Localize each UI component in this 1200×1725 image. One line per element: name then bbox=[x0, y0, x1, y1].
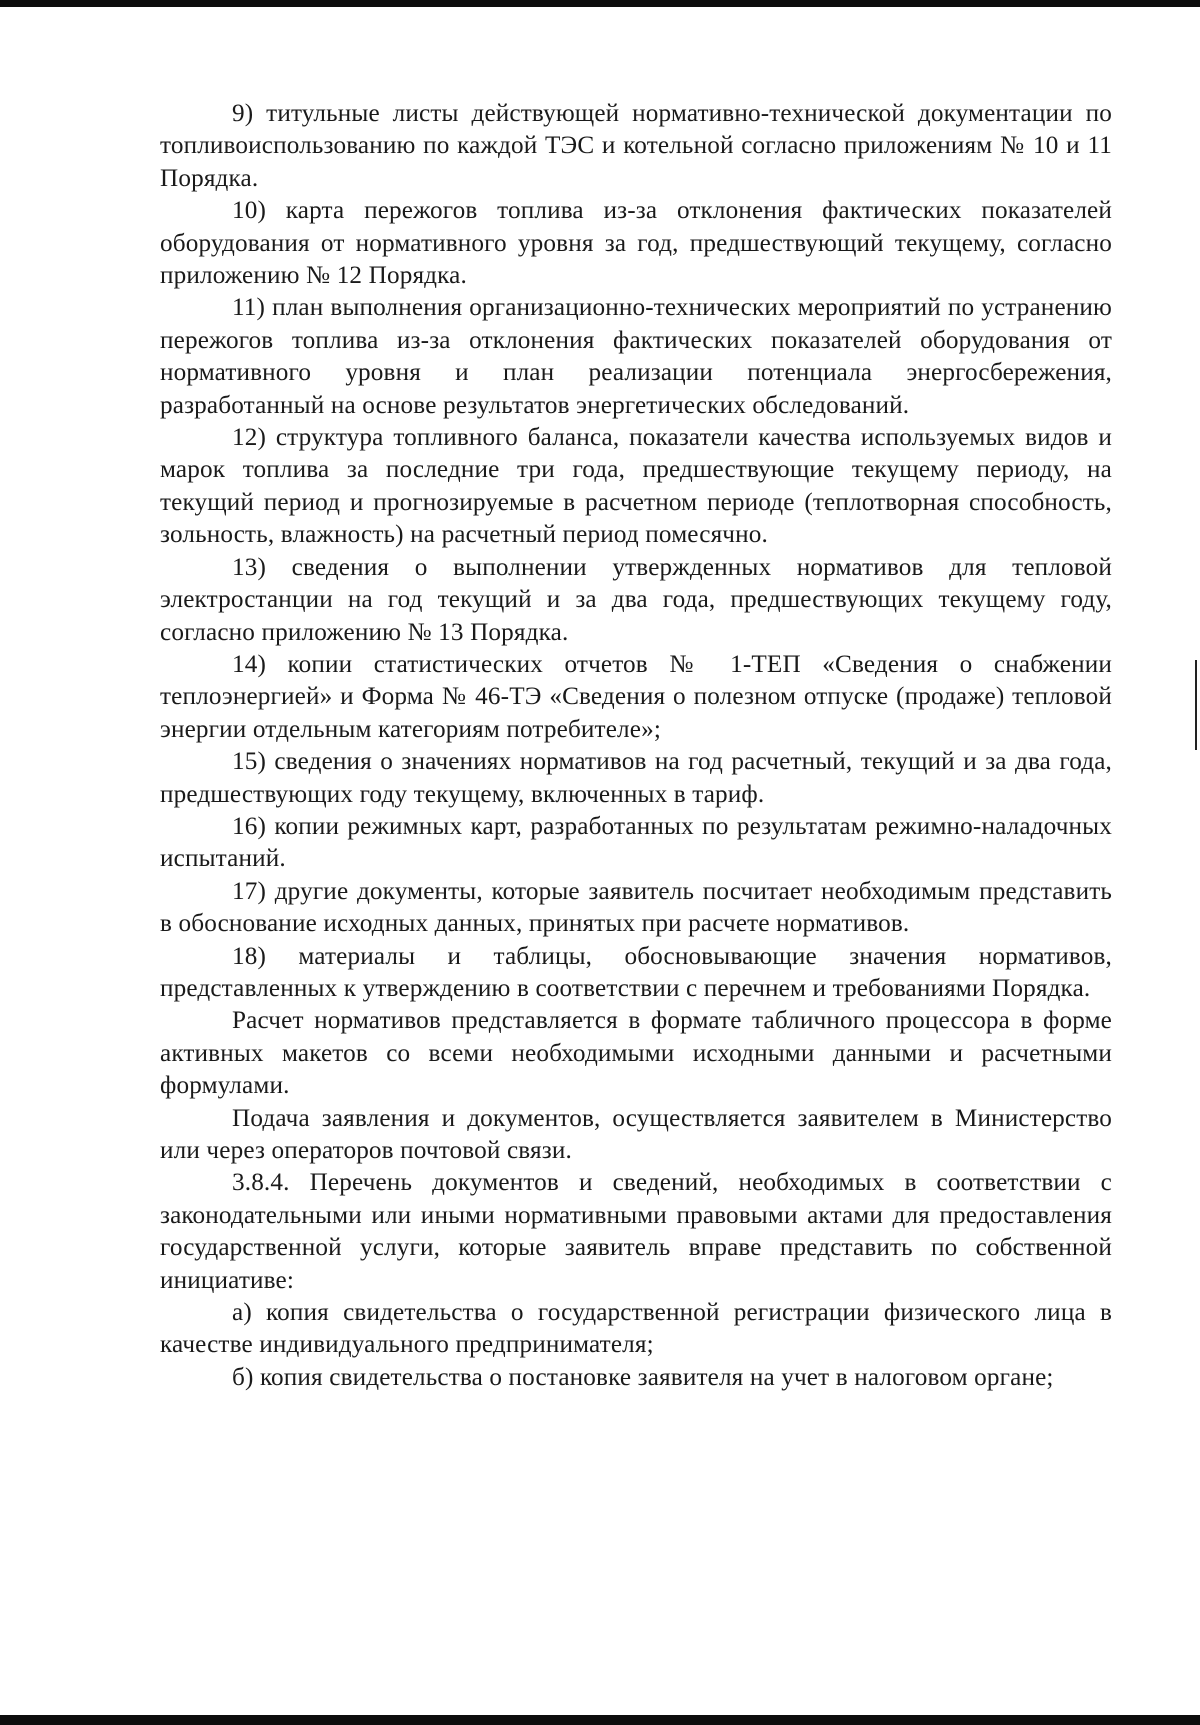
paragraph-item-a: а) копия свидетельства о государственной регистрации физического лица в качестве индивидуального предпринимателя; bbox=[160, 1299, 1112, 1359]
paragraph-item-10: 10) карта пережогов топлива из-за отклонения фактических показателей оборудования от нормативного уровня за год, предшествующий текущему, согласно приложению № 12 Порядка. bbox=[160, 197, 1112, 290]
paragraph-item-9: 9) титульные листы действующей нормативно-технической документации по топливоиспользованию по каждой ТЭС и котельной согласно приложениям № 10 и 11 Порядка. bbox=[160, 100, 1112, 192]
paragraph-item-17: 17) другие документы, которые заявитель посчитает необходимым представить в обоснование исходных данных, принятых при расчете нормативов. bbox=[160, 877, 1112, 938]
document-body bbox=[160, 98, 1112, 1394]
scan-border-bottom bbox=[0, 1715, 1200, 1725]
paragraph-item-11: 11) план выполнения организационно-технических мероприятий по устранению пережогов топлива из-за отклонения фактических показателей оборудования от нормативного уровня и план реализации потенциала энергосбережения, разработанный на основе результатов энергетических обследований. bbox=[160, 294, 1112, 419]
scan-margin-mark bbox=[1195, 660, 1197, 750]
paragraph-submission: Подача заявления и документов, осуществляется заявителем в Министерство или через операторов почтовой связи. bbox=[160, 1104, 1112, 1164]
paragraph-item-15: 15) сведения о значениях нормативов на год расчетный, текущий и за два года, предшествующих году текущему, включенных в тариф. bbox=[160, 748, 1112, 808]
paragraph-item-b: б) копия свидетельства о постановке заявителя на учет в налоговом органе; bbox=[232, 1363, 1054, 1391]
paragraph-item-12: 12) структура топливного баланса, показатели качества используемых видов и марок топлива за последние три года, предшествующие текущему периоду, на текущий период и прогнозируемые в расчетном периоде (теплотворная способность, зольность, влажность) на расчетный период помесячно. bbox=[160, 424, 1112, 549]
paragraph-item-18: 18) материалы и таблицы, обосновывающие значения нормативов, представленных к утверждению в соответствии с перечнем и требованиями Порядка. bbox=[160, 942, 1112, 1002]
paragraph-calculation-format: Расчет нормативов представляется в формате табличного процессора в форме активных макетов со всеми необходимыми исходными данными и расчетными формулами. bbox=[160, 1007, 1112, 1100]
paragraph-item-14: 14) копии статистических отчетов № 1-ТЕП «Сведения о снабжении теплоэнергией» и Форма № 46-ТЭ «Сведения о полезном отпуске (продаже) тепловой энергии отдельным категориям потребителе»; bbox=[160, 650, 1112, 743]
paragraph-section-3-8-4: 3.8.4. Перечень документов и сведений, необходимых в соответствии с законодательными или иными нормативными правовыми актами для предоставления государственной услуги, которые заявитель вправе представить по собственной инициативе: bbox=[160, 1169, 1112, 1294]
paragraph-item-16: 16) копии режимных карт, разработанных по результатам режимно-наладочных испытаний. bbox=[160, 812, 1112, 873]
paragraph-item-13: 13) сведения о выполнении утвержденных нормативов для тепловой электростанции на год текущий и за два года, предшествующих текущему году, согласно приложению № 13 Порядка. bbox=[160, 553, 1112, 646]
scan-border-top bbox=[0, 0, 1200, 7]
